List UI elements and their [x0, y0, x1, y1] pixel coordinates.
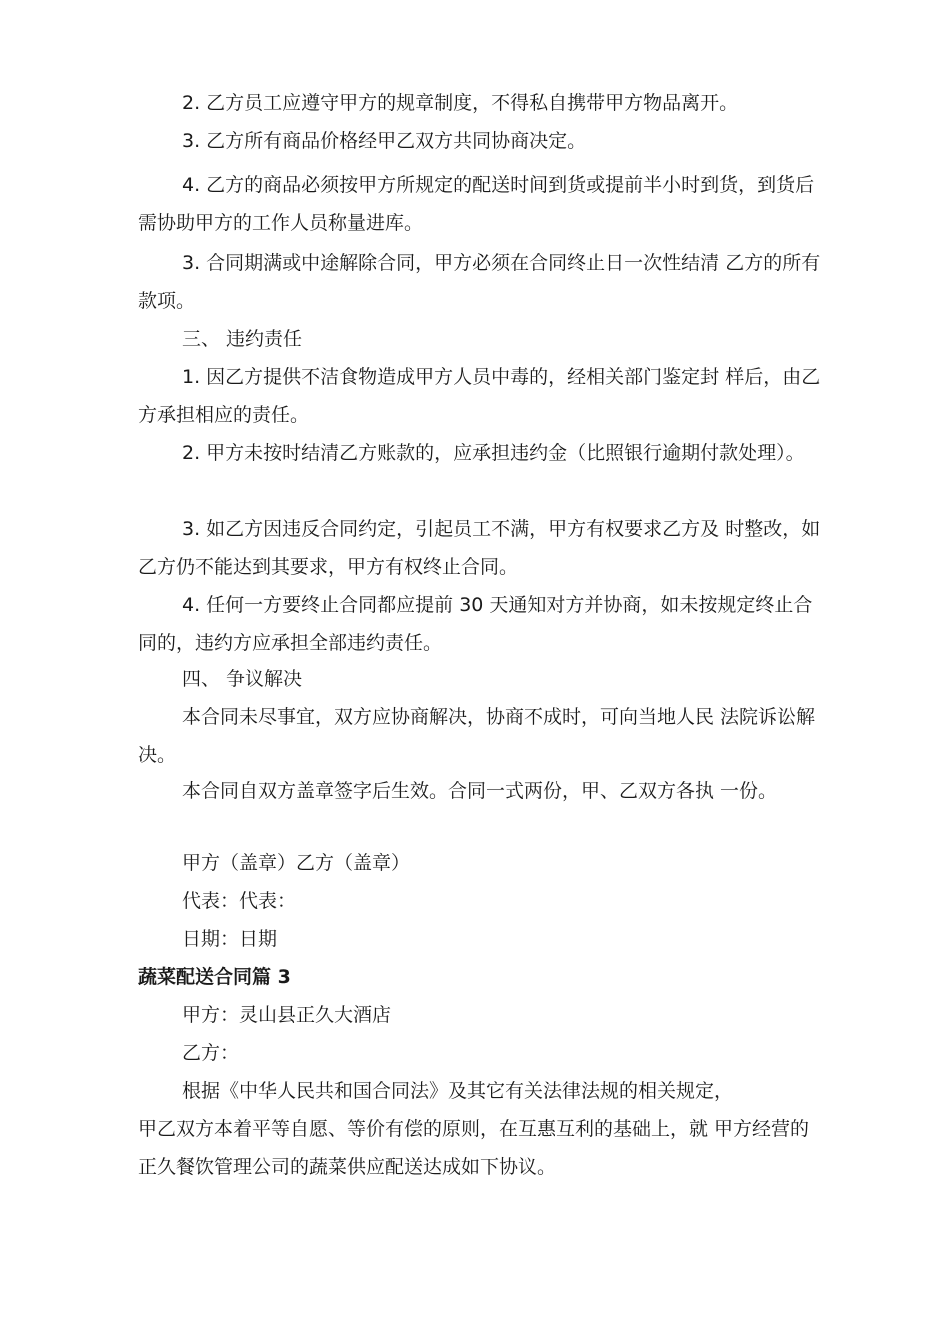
breach-clause-1: 1. 因乙方提供不洁食物造成甲方人员中毒的，经相关部门鉴定封 样后，由乙方承担相应的责任。 [138, 366, 821, 426]
representative-line: 代表：代表： [182, 890, 297, 912]
contract-section-title: 蔬菜配送合同篇 3 [138, 966, 291, 988]
breach-clause-4: 4. 任何一方要终止合同都应提前 30 天通知对方并协商，如未按规定终止合同的，违约方应承担全部违约责任。 [138, 594, 813, 654]
effective-clause: 本合同自双方盖章签字后生效。合同一式两份，甲、乙双方各执 一份。 [182, 780, 778, 802]
clause-2-employee-rules: 2. 乙方员工应遵守甲方的规章制度，不得私自携带甲方物品离开。 [182, 92, 739, 114]
preamble-line-2: 甲乙双方本着平等自愿、等价有偿的原则，在互惠互利的基础上，就 甲方经营的正久餐饮管理公司的蔬菜供应配送达成如下协议。 [138, 1118, 810, 1178]
seal-line: 甲方（盖章）乙方（盖章） [182, 852, 411, 874]
clause-4-delivery: 4. 乙方的商品必须按甲方所规定的配送时间到货或提前半小时到货，到货后需协助甲方的工作人员称量进库。 [138, 174, 815, 234]
party-b-line: 乙方： [182, 1042, 240, 1064]
preamble-line-1: 根据《中华人民共和国合同法》及其它有关法律法规的相关规定， [182, 1080, 734, 1102]
clause-3-price: 3. 乙方所有商品价格经甲乙双方共同协商决定。 [182, 130, 587, 152]
section-heading-dispute: 四、 争议解决 [182, 668, 303, 690]
party-a-line: 甲方：灵山县正久大酒店 [182, 1004, 392, 1026]
date-line: 日期：日期 [182, 928, 278, 950]
dispute-clause: 本合同未尽事宜，双方应协商解决，协商不成时，可向当地人民 法院诉讼解决。 [138, 706, 816, 766]
clause-3-settlement: 3. 合同期满或中途解除合同，甲方必须在合同终止日一次性结清 乙方的所有款项。 [138, 252, 821, 312]
breach-clause-2: 2. 甲方未按时结清乙方账款的，应承担违约金（比照银行逾期付款处理）。 [182, 442, 805, 464]
breach-clause-3: 3. 如乙方因违反合同约定，引起员工不满，甲方有权要求乙方及 时整改，如乙方仍不能达到其要求，甲方有权终止合同。 [138, 518, 821, 578]
section-heading-breach: 三、 违约责任 [182, 328, 303, 350]
